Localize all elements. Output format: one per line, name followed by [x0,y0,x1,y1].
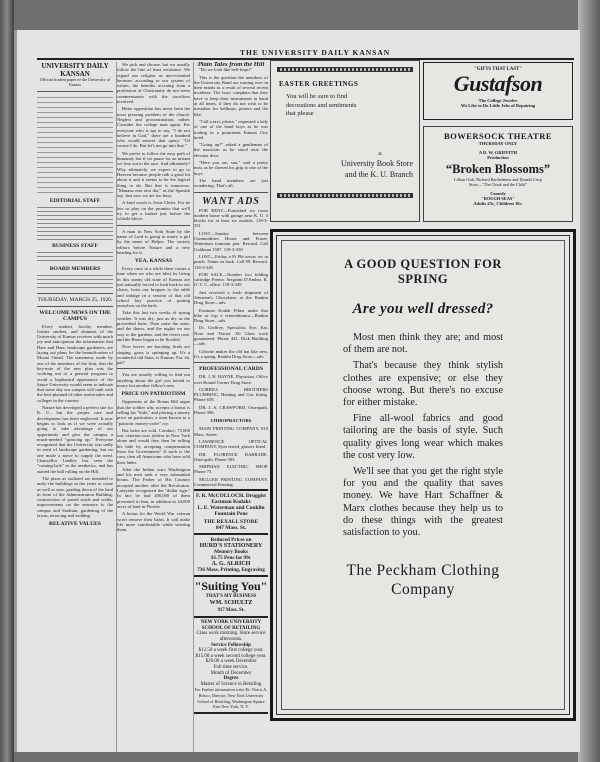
professional-card: DR. J. R. BAYNE, Physician. Office over Round Corner Drug Store. [194,374,268,385]
decorative-border [277,193,413,198]
easter-at: at [378,151,382,157]
classified-ad: Eastman Kodak Films make that hike or trip a remembrance—Rankin Drug Store—adv. [194,307,268,324]
classified-ad: Colorite makes the old hat like new. It's a spring. Rankin Drug Store—adv. [194,348,268,359]
classified-ad: LOST—Sunday between Commodities House and Fraser, Waterman fountain pen. Reward. Call Goldman 1587. 118-3-350 [194,230,268,252]
want-ads-heading: WANT ADS [202,195,260,207]
company-name: The Peckham Clothing Company [346,562,500,599]
classified-ad: Just received a fresh shipment of Johnston's Chocolates at the Rankin Drug Store—adv. [194,289,268,306]
comedy-title: "ROUGH SEAS" [481,196,515,201]
article-paragraph: Take this last two weeks of spring weather. It was dry, just as dry as the proverbial bone. Then came the rains, and the thaws, and the nights on our way to the gardens, and the rivers rose, and the Bares began to be flooded. [117,310,190,342]
masthead: UNIVERSITY DAILY KANSAN [41,62,109,78]
article-paragraph: Every student, faculty member, former student, and alumnus of the University of Kansas receives with much joy and anticipation the information that Hare and Hare, landscape gardeners, are laying out plans for the beautification of Mount Oread. The statement, made by one of the members of the firm, that the key-note of the new plan was the working out of a general program to avoid a haphazard appearance of the future University would seem to indicate that some day our campus will rank with the best-planned of other universities and colleges in the country. [37,323,113,403]
schultz-tailor-ad: "Suiting You" THAT'S MY BUSINESS WM. SCHULTZ 917 Mass. St. [194,575,268,616]
plain-tales-heading: Plain Tales from the Hill [197,62,265,68]
hurd-stationery-ad: Reduced Prices on HURD'S STATIONERY Memory Books $1.75 Pens for 99c A. G. ALRICH 736 Mass. Printing, Engraving [194,533,268,575]
classified-ad: FOR RENT—Furnished six room modern home with garage near K. U. 3 blocks for at least six months. 118-3-351 [194,207,268,229]
article-paragraph: We pick and choose, but we usually follow the line of least resistance. We regard our religion as non-essential because, according to our system of values, the benefits accruing from a profession of Christianity do not seem commensurate with the sacrifices involved. [117,62,190,105]
professional-card: DR. FLORENCE BARRADE, Osteopath. Phone 303. [194,451,268,462]
article-paragraph: "Going up?" asked a gentleman of the musician as he stood near the elevator door. [194,142,268,158]
professional-card: MAIN PRINTING COMPANY, 810 Mass. Street. [194,426,268,437]
mccolloch-ad: F. R. McCOLLOCH. Druggist Eastman Kodaks L. E. Waterman and Conklin Fountain Pens THE REXALL STORE 847 Mass. St. [194,489,268,533]
article-paragraph: But bales are sold. Conduct; 75,000 war veterans now jobless in New York alone and would they then be selling his hide by accepting compensation from the Government? If such is the case, then all Americans who have sold their hides. [117,427,190,465]
professional-card: MULLER PRINTING COMPANY. Commercial Printing. [194,476,268,487]
column-2 [116,62,190,752]
professional-card: LAWRENCE OPTICAL COMPANY, Eyes tested, glasses fitted. [194,438,268,450]
headline-relative-values: RELATIVE VALUES [48,521,102,528]
article-paragraph: "Here you are, son," said a pretty miss as he shoved his grip at one of the boys. [194,160,268,176]
easter-store-2: and the K. U. Branch [345,169,413,179]
article-paragraph: A bonus for the World War veteran won't remove their halos. It will make life more comfortable while wearing them. [117,511,190,533]
article-paragraph: Opponents of the Bonus Bill argue that the soldier who accepts a bonus is selling his "hide," and placing a money price on patriotism, a man known to a "patriotic money-order" cry. [117,399,190,426]
ad-paragraph: Fine all-wool fabrics and good tailoring are the basis of style. Such quality gives long wear which makes the cost very low. [343,413,503,461]
article-paragraph: "Call a taxi, please," requested a lady of one of the band boys as he was loafing in a prominent Kansas City hotel. [194,118,268,140]
decorative-border [277,67,413,72]
film-title: “Broken Blossoms” [445,162,551,176]
gustafson-repair-line: We Like to Do Little Jobs of Repairing [460,103,536,108]
article-paragraph: After the Indian wars Washington and his men took a very substantial bonus. The Father of His Country accepted another after the Revolution. Lafayette recognized the "dollar sign." In fact he had 200,000 of them presented to him, in addition to 24,000 acres of land in Florida. [117,466,190,509]
film-cast: Lillian Gish, Richard Barthelmess and Donald Crisp [454,177,542,182]
scan-edge-left [0,0,14,762]
masthead-subtitle: Official student paper of the University of Kansas [39,77,111,87]
dateline: THURSDAY, MARCH 25, 1920. [37,296,113,303]
gustafson-subtitle: The College Jeweler [478,98,518,103]
gustafson-tagline: "GIFTS THAT LAST" [474,67,522,72]
producer: A D. W. GRIFFITH [478,150,518,155]
ad-paragraph: That's because they think stylish clothes are expensive; or else they choose wrong. But there's no excuse for either mistake. [343,360,503,409]
article-paragraph: A kind coach is Jesus Christ. For he lets us play on the promise that we'll try to get a basket just before the whistle blows. [117,200,190,222]
comedy-label: Comedy [490,191,506,196]
article-paragraph: The band members are just wondering. That's all. [194,177,268,189]
theatre-name: BOWERSOCK THEATRE [443,131,553,141]
headline-welcome-news: WELCOME NEWS ON THE CAMPUS [39,309,111,322]
ticket-prices: Adults 25c, Children 10c. [473,201,523,206]
nyu-retailing-ad: NEW YORK UNIVERSITY SCHOOL OF RETAILING Class work morning. Store service afternoons. Service Fellowship $12.50 a week first college year. $15.00 a week second college year. $20.00 a week December Full time service. Month of December Degree Master of Science in Retailing For Further information write Dr. Norris A. Brisco, Director, New York University School of Retailing, Washington Square East New York, N. Y. [194,616,268,714]
article-paragraph: Bitter opposition has never been the most pressing problem of the church. Neglect and procrastination, rather. Consider the college man again. For everyone who is apt to say, "I do not believe in God," there are a hundred who would answer that query: "Of course I do. But let's not go into that." [117,106,190,149]
production-label: Production [487,155,509,160]
ad-headline: A GOOD QUESTION FOR SPRING [344,257,502,286]
ad-paragraph: We'll see that you get the right style for you and the quality that saves money. We have Hart Schaffner & Marx clothes because they help us to do these things with the greatest satisfaction to you. [343,466,503,539]
scan-edge-right [578,0,600,762]
professional-card: SHIPMAN ELECTRIC SHOP. Phone 75. [194,464,268,475]
article-paragraph: Now leaves are bursting, birds are singing, grass is springing up. It's a wonderful old State, is Kansas. Fat, eh, pal? [117,344,190,366]
film-story: Story—"The Chink and the Child" [468,182,528,187]
ad-question: Are you well dressed? [352,301,494,317]
article-paragraph: A man in New York State by the name of Lord is going to marry a girl by the name of Helper. The society editors before Nature and a new heading for it. [117,228,190,255]
easter-body: You will be sure to find decorations and sentiments that please [286,93,357,117]
headline-yea-kansas: YEA, KANSAS [134,258,173,265]
article-paragraph: Nature has developed a perfect site for K. U., but the proper care and development has been neglected. It now begins to look as if we were actually going to take advantage of our opportunity and give the campus a much-needed "sprucing up." Everyone recognized that the University was sadly in need of landscape gardening, but no one made a move to supply the need. Chancellor Lindley has seen the "coming-lack" in the aesthetics, and has started the ball rolling on the Hill. [37,405,113,474]
classified-ad: LOST—Friday a Pi Phi arrow set in pearls. Name on back. Call 99. Reward. 118-3-349 [194,253,268,270]
publication-info-block [37,95,113,195]
professional-cards-heading: PROFESSIONAL CARDS [199,366,263,373]
headline-price-on-patriotism: PRICE ON PATRIOTISM [121,391,186,398]
easter-greetings-ad [270,60,420,222]
editorial-staff-heading: EDITORIAL STAFF [49,197,101,204]
classified-ad: Dr. Godfrey, Specialist, Eye, Ear, Nose and Throat. All Glass work guaranteed. Phone 441. Dick Building—adv. [194,325,268,347]
article-paragraph: The plans as outlined are intended to unify the buildings in the years to come as well as now, grading down of the land in front of the Administration Building, construction of paved roads and walks, improvements on the entrance to the campus and Stadium, gardening of the lawns, terracing and sodding. [37,475,113,518]
running-head: THE UNIVERSITY DAILY KANSAN [240,48,391,57]
business-staff-heading: BUSINESS STAFF [52,242,98,249]
gustafson-logo: Gustafson [453,71,543,96]
professional-card: DR. J. A. CRAWFORD, Osteopath. Phone 396. [194,404,268,416]
article-paragraph: This is the question the members of the University Band are turning over in their minds as a result of several recent incidents. The boys complain that they have to keep their instruments in hand at all times, if they do not wish to be mistaken for bellhops, porters and the like. [194,74,268,117]
column-3 [193,62,268,752]
professional-card: CHIROPRACTORS [210,418,252,424]
easter-title: EASTER GREETINGS [279,80,359,88]
classified-ad: FOR SALE—Number two folding cartridge Premo. Sergeant D'Ambra. R. O. T. C. office. 118-3-349 [194,271,268,288]
gustafson-ad [423,62,573,120]
peckham-clothing-ad [270,229,576,721]
professional-card: GORRILL BROTHERS PLUMBING, Heating and Gas fitting. Phone 658. [194,386,268,403]
easter-store-1: University Book Store [341,158,413,168]
showing-day: THURSDAY ONLY [478,141,518,146]
article-paragraph: You are usually willing to find out anything about the girl you intend to marry but another fellow's new. [117,372,190,389]
board-members-heading: BOARD MEMBERS [49,265,101,272]
ad-paragraph: Most men think they are; and most of them are not. [343,332,503,356]
bowersock-theatre-ad [423,126,573,222]
column-1 [37,62,113,752]
article-paragraph: We prefer to follow the easy path of humanity but if we pause for an instant we lose out to the race. And ultimately? Why ultimately, we expect to go to Heaven because people talk a good bit about it and it seems to be the logical thing to do. But that is tomorrow. "Manana esta otra dia," as the Spanish say. Just now we are too busy. [117,150,190,199]
article-paragraph: "Do we look like bell-hops?" [199,67,253,73]
article-paragraph: Every once in a while there comes a time when we who are blest by living in this sunny old state of Kansas are just naturally forced to look back in our chairs, hoist our brogues to the table and indulge in a session of that old school boy practice of putting ourselves on the back. [117,266,190,309]
